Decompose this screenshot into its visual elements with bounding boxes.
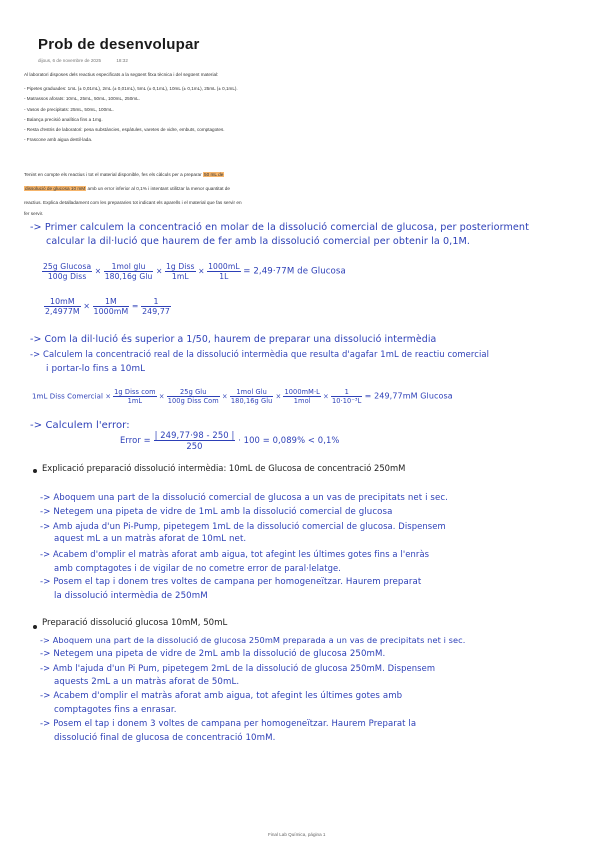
hw-line: aquests 2mL a un matràs aforat de 50mL. — [54, 677, 240, 687]
list-item: - Frascone amb aigua destil·lada. — [24, 137, 93, 143]
section-heading: Preparació dissolució glucosa 10mM, 50mL — [42, 618, 228, 628]
hw-line: amb comptagotes i de vigilar de no cometre error de paral·lelatge. — [54, 563, 342, 573]
fraction: 25g Glucosa 100g Diss — [43, 262, 92, 281]
hw-line: calcular la dil·lució que haurem de fer amb la dissolució comercial per obtenir la 0,1M. — [46, 236, 471, 247]
hw-line: -> Amb l'ajuda d'un Pi Pum, pipetegem 2mL de la dissolució de glucosa 250mM. Dispensem — [40, 663, 436, 673]
task-statement — [24, 168, 464, 217]
fraction: 25g Glu 100g Diss Com — [167, 388, 219, 405]
page-footer: Final Lab Química, página 1 — [268, 832, 326, 837]
task-highlight: 50 mL de — [204, 172, 224, 177]
hw-line: -> Posem el tap i donem tres voltes de campana per homogeneïtzar. Haurem preparat — [40, 577, 422, 587]
hw-line: -> Aboquem una part de la dissolució comercial de glucosa a un vas de precipitats net i sec. — [40, 493, 449, 503]
hw-line: -> Amb ajuda d'un Pi-Pump, pipetegem 1mL de la dissolució comercial de glucosa. Dispensem — [40, 521, 446, 531]
task-text: amb un error inferior al 0,1% i intentant utilitzar la menor quantitat de — [86, 186, 231, 192]
hw-line: dissolució final de glucosa de concentració 10mM. — [54, 733, 276, 743]
hw-line: -> Primer calculem la concentració en molar de la dissolució comercial de glucosa, per posteriorment — [30, 222, 529, 233]
fraction: $\frac{| 249,77\cdot 98 - 250 |}{250}$ — [154, 430, 235, 451]
task-text: reactius. Explica detalladament com les prepararies tot indicant els aparells i el material que fas servir en — [24, 200, 242, 206]
hw-line: la dissolució intermèdia de 250mM — [54, 591, 208, 601]
hw-line: -> Acabem d'omplir el matràs aforat amb aigua, tot afegint les últimes gotes amb — [40, 691, 403, 701]
list-item: - Balança precisió analítica fins a 1mg. — [24, 116, 103, 122]
hw-line: aquest mL a un matràs aforat de 10mL net. — [54, 534, 247, 544]
equation-intermediate-concentration: 1mL Diss Comercial × 1g Diss com 1mL × 25g Glu 100g Diss Com × 1mol Glu 180,16g Glu × 1000mM·L 1mol × $\frac{1}{\text{10·10⁻³L}}$ = 249,77mM Glucosa — [32, 388, 453, 405]
page-date: dijous, 6 de novembre de 2025 — [38, 58, 102, 63]
fraction: 1mol glu 180,16g Glu — [104, 262, 153, 281]
fraction: 1g Diss 1mL — [165, 262, 195, 281]
list-item: - Vasos de precipitats: 25mL, 50mL, 100mL. — [24, 106, 114, 112]
section-heading: Explicació preparació dissolució intermèdia: 10mL de Glucosa de concentració 250mM — [42, 463, 406, 473]
hw-line: -> Acabem d'omplir el matràs aforat amb aigua, tot afegint les últimes gotes fins a l'enràs — [40, 549, 430, 559]
hw-line: -> Calculem la concentració real de la dissolució intermèdia que resulta d'agafar 1mL de reactiu comercial — [30, 349, 490, 359]
list-item: - Matrassos aforats: 10mL, 25mL, 50mL, 100mL, 250mL. — [24, 96, 140, 102]
hw-line: -> Calculem l'error: — [30, 420, 130, 431]
fraction: $\frac{1000mL}{1L}$ — [208, 262, 240, 281]
hw-line: comptagotes fins a enrasar. — [54, 705, 177, 715]
list-item: - Pipetes graduades: 1mL (± 0,01mL), 2mL (± 0,01mL), 5mL (± 0,1mL), 10mL (± 0,1mL), 25mL (± 0,1mL). — [24, 86, 238, 91]
fraction: 1g Diss com 1mL — [114, 388, 156, 405]
hw-line: -> Posem el tap i donem 3 voltes de campana per homogeneïtzar. Haurem Preparat la — [40, 719, 417, 729]
fraction: $\frac{10mM}{2,4977M}$ — [45, 297, 80, 316]
bullet-icon — [33, 469, 37, 473]
fraction: $\frac{1}{\text{10·10⁻³L}}$ — [331, 388, 362, 405]
equation-dilution-factor: $\frac{10mM}{2,4977M}$ × $\frac{1M}{1000mM}$ = $\frac{1}{249,77}$ — [45, 297, 170, 316]
page-time: 18:32 — [116, 58, 128, 63]
equation-glucose-molarity: 25g Glucosa 100g Diss × 1mol glu 180,16g Glu × 1g Diss 1mL × $\frac{1000mL}{1L}$ = 2,49·77M de Glucosa — [43, 262, 346, 281]
list-item: - Resta d'estris de laboratori: pesa substàncies, espàtules, varetes de vidre, embuts, comptagotes. — [24, 127, 225, 133]
task-text: Tenint en compte els reactius i tot el material disponible, fes els càlculs per a preparar — [24, 172, 203, 177]
intro-text: Al laboratori disposes dels reactius especificats a la següent fitxa tècnica i del següent material: — [24, 72, 219, 77]
hw-line: -> Netegem una pipeta de vidre de 1mL amb la dissolució comercial de glucosa — [40, 507, 393, 517]
fraction: $\frac{1M}{1000mM}$ — [93, 297, 129, 316]
fraction: 1mol Glu 180,16g Glu — [230, 388, 273, 405]
page-meta — [38, 58, 142, 63]
hw-line: -> Netegem una pipeta de vidre de 2mL amb la dissolució de glucosa 250mM. — [40, 649, 386, 659]
page-title: Prob de desenvolupar — [38, 36, 200, 53]
hw-line: -> Com la dil·lució és superior a 1/50, haurem de preparar una dissolució intermèdia — [30, 334, 437, 345]
hw-line: -> Aboquem una part de la dissolució de glucosa 250mM preparada a un vas de precipitats net i sec. — [40, 635, 466, 645]
materials-list — [24, 84, 238, 146]
task-highlight: dissolució de glucosa 10 mM — [25, 186, 86, 192]
fraction: $\frac{1}{249,77}$ — [142, 297, 170, 316]
equation-error: Error = $\frac{| 249,77\cdot 98 - 250 |}{250}$ · 100 = 0,089% < 0,1% — [120, 430, 340, 451]
task-text: fer servir. — [24, 210, 44, 216]
fraction: 1000mM·L 1mol — [284, 388, 320, 405]
hw-line: i portar-lo fins a 10mL — [46, 364, 146, 374]
bullet-icon — [33, 625, 37, 629]
